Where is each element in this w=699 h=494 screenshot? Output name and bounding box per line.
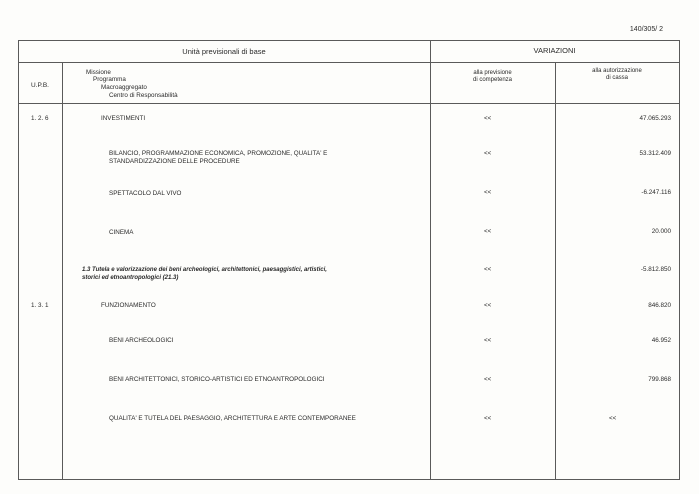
header-bottom-border [18, 103, 680, 104]
program-heading: 1.3 Tutela e valorizzazione dei beni archeologici, architettonici, paesaggistici, artistici, storici ed etnoantropologici (21.3) [82, 267, 327, 281]
unit-title: Unità previsionali di base [182, 47, 266, 56]
cassa-value: 46.952 [651, 337, 671, 344]
cassa-value: 799.868 [648, 376, 671, 383]
competenza-value: << [484, 266, 492, 273]
upb-label: U.P.B. [31, 82, 49, 89]
row-label: BILANCIO, PROGRAMMAZIONE ECONOMICA, PROMOZIONE, QUALITA' E STANDARDIZZAZIONE DELLE PROCEDURE [109, 150, 328, 165]
variations-title: VARIAZIONI [533, 46, 576, 55]
competenza-value: << [484, 376, 492, 383]
competenza-value: << [484, 189, 492, 196]
upb-code: 1. 2. 6 [31, 115, 49, 122]
table-bottom-border [18, 479, 680, 480]
variations-divider [430, 40, 431, 480]
competenza-value: << [484, 415, 492, 422]
cassa-value: 846.820 [648, 302, 671, 309]
cassa-value: 20.000 [651, 228, 671, 235]
row-label: BENI ARCHEOLOGICI [109, 337, 174, 344]
table-right-border [679, 40, 680, 480]
cassa-value: -6.247.116 [641, 189, 671, 196]
hierarchy-macroaggregato: Macroaggregato [101, 84, 147, 91]
row-label: SPETTACOLO DAL VIVO [109, 190, 182, 197]
upb-column-divider [62, 62, 63, 480]
cassa-value: -5.812.850 [640, 266, 671, 273]
table-left-border [18, 40, 19, 480]
competenza-value: << [484, 150, 492, 157]
cassa-column-divider [555, 62, 556, 480]
row-label: INVESTIMENTI [101, 115, 146, 122]
competenza-value: << [484, 302, 492, 309]
header-mid-border [18, 62, 680, 63]
hierarchy-programma: Programma [93, 76, 126, 83]
hierarchy-missione: Missione [86, 69, 111, 76]
cassa-value: 53.312.409 [639, 150, 671, 157]
col-cassa-header: alla autorizzazione di cassa [592, 68, 642, 81]
row-label: QUALITA' E TUTELA DEL PAESAGGIO, ARCHITETTURA E ARTE CONTEMPORANEE [109, 415, 356, 422]
row-label: BENI ARCHITETTONICI, STORICO-ARTISTICI ED ETNOANTROPOLOGICI [109, 376, 325, 383]
row-label: CINEMA [109, 229, 134, 236]
cassa-value: 47.065.293 [639, 115, 671, 122]
competenza-value: << [484, 115, 492, 122]
table-top-border [18, 40, 680, 41]
col-competenza-header: alla previsione di competenza [472, 70, 513, 83]
upb-code: 1. 3. 1 [31, 302, 49, 309]
competenza-value: << [484, 228, 492, 235]
cassa-value: << [609, 415, 617, 422]
row-label: FUNZIONAMENTO [101, 302, 156, 309]
page-number: 140/305/ 2 [629, 26, 663, 33]
competenza-value: << [484, 337, 492, 344]
hierarchy-centro: Centro di Responsabilità [109, 92, 178, 99]
